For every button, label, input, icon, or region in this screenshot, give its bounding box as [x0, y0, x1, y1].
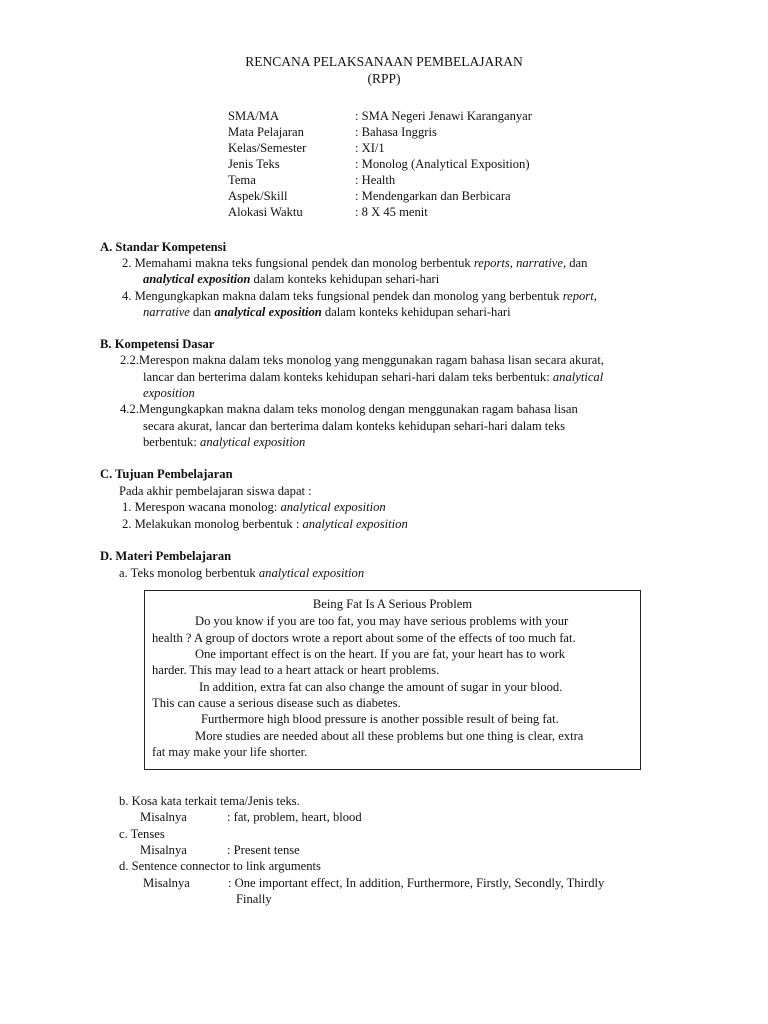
identity-label: SMA/MA	[228, 109, 280, 123]
text-run: berbentuk:	[143, 435, 201, 449]
text-run-bold-italic: analytical exposition	[214, 305, 322, 319]
reading-text-line: This can cause a serious disease such as diabetes.	[152, 696, 401, 710]
section-b-item-2-line-2: secara akurat, lancar dan berterima dalam konteks kehidupan sehari-hari dalam teks	[143, 419, 566, 433]
section-d-item-a	[119, 565, 364, 581]
section-a-item-2	[122, 288, 597, 304]
reading-text-line: harder. This may lead to a heart attack or heart problems.	[152, 663, 440, 677]
section-d-item-b-label: Misalnya	[140, 810, 187, 824]
text-run-bold-italic: analytical exposition	[143, 272, 251, 286]
text-run: dalam konteks kehidupan sehari-hari	[321, 305, 511, 319]
section-b-item-1-line-3	[143, 385, 195, 401]
identity-label: Kelas/Semester	[228, 141, 307, 155]
section-d-item-d-value: : One important effect, In addition, Furthermore, Firstly, Secondly, Thirdly	[228, 876, 605, 890]
identity-value: : Bahasa Inggris	[355, 125, 437, 139]
reading-text-line: Furthermore high blood pressure is another possible result of being fat.	[201, 712, 559, 726]
section-d-item-d-value-cont: Finally	[236, 892, 272, 906]
identity-label: Aspek/Skill	[228, 189, 288, 203]
reading-text-line: In addition, extra fat can also change the amount of sugar in your blood.	[199, 680, 563, 694]
text-run: 1. Merespon wacana monolog:	[122, 500, 281, 514]
identity-value: : 8 X 45 menit	[355, 205, 428, 219]
identity-table	[228, 108, 628, 220]
section-c-intro: Pada akhir pembelajaran siswa dapat :	[119, 484, 312, 498]
section-a-item-1-cont	[143, 271, 439, 287]
text-run: 4. Mengungkapkan makna dalam teks fungsional pendek dan monolog yang berbentuk	[122, 289, 563, 303]
text-run-italic: analytical exposition	[302, 517, 408, 531]
identity-value: : XI/1	[355, 141, 385, 155]
text-run: lancar dan berterima dalam konteks kehidupan sehari-hari dalam teks berbentuk:	[143, 370, 553, 384]
section-d-item-c: c. Tenses	[119, 827, 165, 841]
section-a-item-2-cont	[143, 304, 511, 320]
identity-row	[228, 124, 628, 140]
section-b-item-2-line-3	[143, 434, 305, 450]
text-run-italic: narrative	[143, 305, 190, 319]
text-run-italic: reports, narrative,	[473, 256, 567, 270]
section-a-heading: A. Standar Kompetensi	[100, 240, 227, 254]
text-run-italic: exposition	[143, 386, 195, 400]
text-run: 2. Melakukan monolog berbentuk :	[122, 517, 303, 531]
section-c-heading: C. Tujuan Pembelajaran	[100, 467, 233, 481]
section-d-item-c-label: Misalnya	[140, 843, 187, 857]
section-c-item-1	[122, 499, 386, 515]
text-run: dan	[189, 305, 215, 319]
reading-text-line: fat may make your life shorter.	[152, 745, 308, 759]
document-title: RENCANA PELAKSANAAN PEMBELAJARAN	[245, 54, 523, 69]
section-b-item-2: 4.2.Mengungkapkan makna dalam teks monolog dengan menggunakan ragam bahasa lisan	[120, 402, 578, 416]
reading-text-box	[144, 590, 641, 770]
section-d-item-c-value: : Present tense	[227, 843, 300, 857]
text-run-italic: analytical	[552, 370, 604, 384]
identity-label: Jenis Teks	[228, 157, 280, 171]
identity-row	[228, 140, 628, 156]
section-d-item-d-label: Misalnya	[143, 876, 190, 890]
reading-text-line: One important effect is on the heart. If you are fat, your heart has to work	[195, 647, 566, 661]
section-d-heading: D. Materi Pembelajaran	[100, 549, 232, 563]
identity-row	[228, 204, 628, 220]
identity-label: Alokasi Waktu	[228, 205, 303, 219]
section-d-item-d: d. Sentence connector to link arguments	[119, 859, 321, 873]
identity-row	[228, 108, 628, 124]
identity-value: : SMA Negeri Jenawi Karanganyar	[355, 109, 532, 123]
section-c-item-2	[122, 516, 408, 532]
identity-row	[228, 156, 628, 172]
identity-label: Mata Pelajaran	[228, 125, 304, 139]
text-run: dalam konteks kehidupan sehari-hari	[250, 272, 440, 286]
document-subtitle: (RPP)	[367, 71, 401, 86]
identity-row	[228, 172, 628, 188]
section-d-item-b-value: : fat, problem, heart, blood	[227, 810, 362, 824]
section-b-item-1: 2.2.Merespon makna dalam teks monolog yang menggunakan ragam bahasa lisan secara akurat,	[120, 353, 604, 367]
section-a-item-1	[122, 255, 587, 271]
text-run: 2. Memahami makna teks fungsional pendek dan monolog berbentuk	[122, 256, 474, 270]
reading-text-line: health ? A group of doctors wrote a report about some of the effects of too much fat.	[152, 631, 576, 645]
section-b-heading: B. Kompetensi Dasar	[100, 337, 215, 351]
identity-value: : Mendengarkan dan Berbicara	[355, 189, 511, 203]
text-run-italic: analytical exposition	[258, 566, 365, 580]
text-run: a. Teks monolog berbentuk	[119, 566, 259, 580]
identity-value: : Health	[355, 173, 396, 187]
reading-text-line: Do you know if you are too fat, you may have serious problems with your	[195, 614, 569, 628]
text-run-italic: analytical exposition	[200, 435, 306, 449]
identity-label: Tema	[228, 173, 256, 187]
section-b-item-1-line-2	[143, 369, 603, 385]
text-run-italic: analytical exposition	[280, 500, 386, 514]
text-run: dan	[566, 256, 588, 270]
identity-row	[228, 188, 628, 204]
reading-text-title: Being Fat Is A Serious Problem	[312, 597, 473, 611]
identity-value: : Monolog (Analytical Exposition)	[355, 157, 530, 171]
reading-text-line: More studies are needed about all these problems but one thing is clear, extra	[195, 729, 584, 743]
text-run-italic: report,	[562, 289, 597, 303]
section-d-item-b: b. Kosa kata terkait tema/Jenis teks.	[119, 794, 300, 808]
